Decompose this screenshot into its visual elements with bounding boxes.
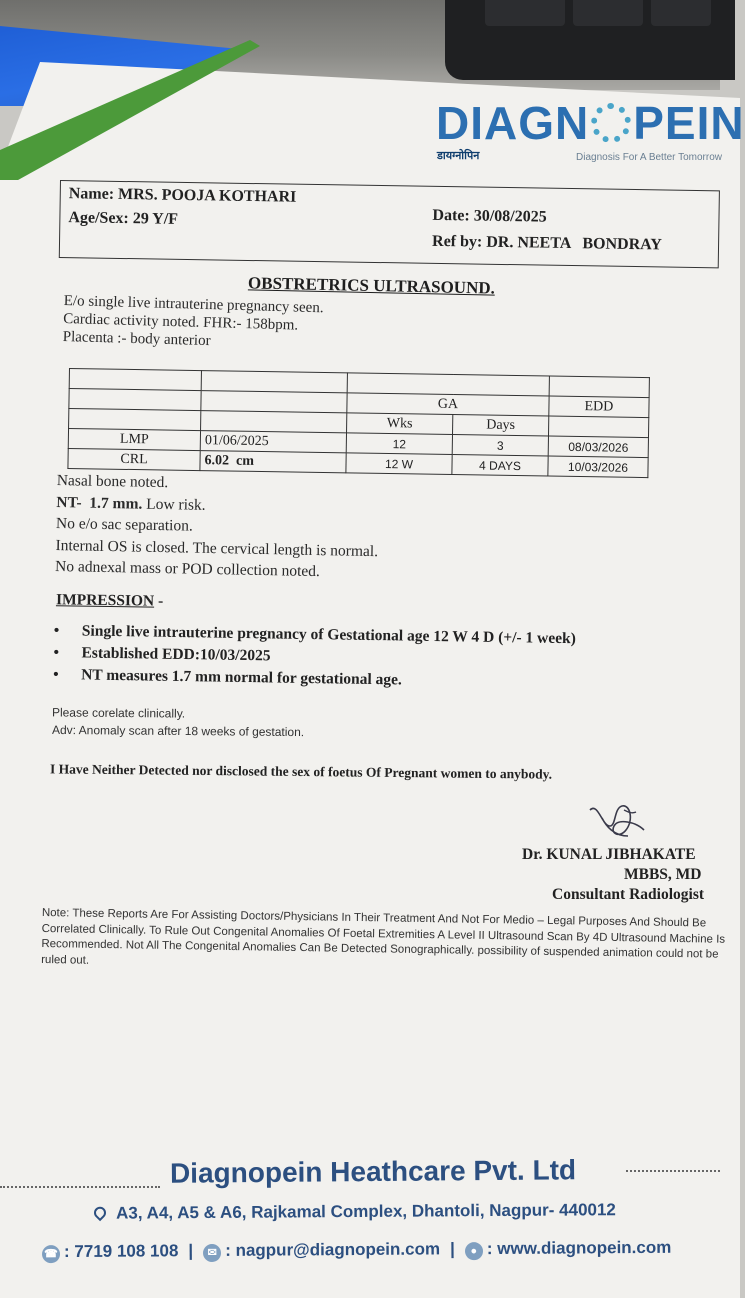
row-edd: 10/03/2026: [548, 456, 648, 478]
logo-hindi-name: डायग्नोपिन: [437, 148, 479, 163]
doctor-role: Consultant Radiologist: [552, 886, 704, 904]
table-cell: [453, 375, 549, 397]
header-days: Days: [453, 415, 549, 437]
logo-tagline: Diagnosis For A Better Tomorrow: [576, 152, 722, 163]
footer-website: : www.diagnopein.com: [487, 1238, 672, 1258]
header-wks: Wks: [347, 413, 453, 435]
name-label: Name:: [69, 185, 115, 203]
nt-label: NT- 1.7 mm.: [56, 493, 142, 512]
footer-separator: |: [450, 1239, 455, 1258]
advice-note: Adv: Anomaly scan after 18 weeks of gestation.: [52, 723, 304, 739]
findings-block: [62, 292, 323, 353]
impression-suffix: -: [154, 593, 163, 610]
table-cell: [549, 376, 649, 398]
table-cell: [201, 411, 347, 433]
footer-divider: [626, 1170, 720, 1172]
footer-company: Diagnopein Heathcare Pvt. Ltd: [170, 1154, 576, 1190]
correlate-note: Please corelate clinically.: [52, 705, 185, 720]
bullet-icon: •: [53, 666, 59, 684]
impression-list: [53, 622, 54, 688]
ref-label: Ref by:: [432, 233, 482, 251]
biometry-table: [67, 368, 650, 478]
keyboard: [445, 0, 735, 80]
row-days: 3: [452, 435, 548, 457]
phone-icon: ☎: [42, 1245, 60, 1263]
report-date: [432, 207, 546, 227]
agesex-value: 29 Y/F: [133, 210, 178, 228]
agesex-label: Age/Sex:: [68, 209, 129, 227]
email-icon: ✉: [203, 1244, 221, 1262]
sex-declaration: I Have Neither Detected nor disclosed the sex of foetus Of Pregnant women to anybody.: [50, 761, 552, 782]
row-wks: 12: [346, 433, 452, 455]
bullet-icon: •: [53, 644, 59, 662]
header-ga: GA: [347, 393, 549, 416]
footer-address: [92, 1200, 616, 1224]
finding-line: Cardiac activity noted. FHR:- 158bpm.: [63, 310, 323, 335]
doctor-signature: [584, 796, 654, 844]
table-cell: [548, 416, 648, 438]
table-cell: [69, 409, 201, 431]
row-days: 4 DAYS: [452, 455, 548, 477]
footer-contact: [42, 1238, 671, 1263]
date-value: 30/08/2025: [474, 208, 547, 226]
logo-text-left: DIAGN: [436, 97, 589, 149]
ref-value: DR. NEETA BONDRAY: [486, 234, 662, 254]
globe-icon: ●: [465, 1242, 483, 1260]
location-pin-icon: [92, 1204, 109, 1221]
table-cell: [347, 373, 453, 395]
footer-email: : nagpur@diagnopein.com: [225, 1239, 440, 1260]
row-label: CRL: [68, 448, 200, 470]
header-edd: EDD: [549, 396, 649, 418]
keyboard-key: [651, 0, 711, 26]
row-wks: 12 W: [346, 453, 452, 475]
table-cell: [69, 369, 201, 391]
observations-block: [55, 470, 380, 584]
patient-info-box: [59, 180, 720, 268]
observation-line: Nasal bone noted.: [57, 470, 380, 498]
table-cell: [201, 371, 347, 393]
impression-heading: [56, 591, 163, 610]
observation-line: No adnexal mass or POD collection noted.: [55, 556, 378, 584]
bullet-icon: •: [54, 622, 60, 640]
impression-text: Established EDD:10/03/2025: [81, 644, 270, 665]
impression-text: NT measures 1.7 mm normal for gestational age.: [81, 666, 402, 689]
logo-emblem-icon: [591, 103, 631, 143]
finding-line: Placenta :- body anterior: [62, 328, 322, 353]
name-value: MRS. POOJA KOTHARI: [118, 186, 296, 206]
keyboard-key: [485, 0, 565, 26]
footer-phone: : 7719 108 108: [64, 1241, 179, 1261]
row-value: 6.02 cm: [200, 451, 346, 473]
table-cell: [201, 391, 347, 413]
row-label: LMP: [68, 429, 200, 451]
logo-text-right: PEIN: [633, 97, 744, 149]
disclaimer-note: Note: These Reports Are For Assisting Doctors/Physicians In Their Treatment And Not For Medio – Legal Purposes And Should Be Correlated Clinically. To Rule Out Congenital Anomalies Of Foetal Extremities A Level II Ultrasound Scan By 4D Ultrasound Machine Is Recommended. Not All The Congenital Anomalies Can Be Detected Sonographically. possibility of suspended animation could not be ruled out.: [41, 906, 732, 979]
row-value: 01/06/2025: [200, 431, 346, 453]
impression-text: Single live intrauterine pregnancy of Gestational age 12 W 4 D (+/- 1 week): [82, 622, 576, 648]
doctor-name: Dr. KUNAL JIBHAKATE: [522, 846, 696, 864]
impression-label: IMPRESSION: [56, 591, 154, 609]
report-title: OBSTRETRICS ULTRASOUND.: [248, 273, 495, 298]
footer-divider: [0, 1186, 160, 1188]
doctor-degree: MBBS, MD: [624, 866, 702, 884]
patient-name: [69, 185, 297, 207]
address-text: A3, A4, A5 & A6, Rajkamal Complex, Dhantoli, Nagpur- 440012: [116, 1200, 616, 1222]
patient-agesex: [68, 209, 178, 229]
row-edd: 08/03/2026: [548, 436, 648, 458]
footer-separator: |: [188, 1241, 193, 1260]
observation-line: No e/o sac separation.: [56, 513, 379, 541]
finding-line: E/o single live intrauterine pregnancy seen.: [63, 292, 323, 317]
observation-line: Internal OS is closed. The cervical length is normal.: [55, 534, 378, 562]
referring-doctor: [432, 233, 662, 255]
brand-logo: [436, 96, 745, 150]
date-label: Date:: [432, 207, 470, 225]
nt-rest: Low risk.: [142, 495, 206, 513]
table-cell: [69, 389, 201, 411]
keyboard-key: [573, 0, 643, 26]
